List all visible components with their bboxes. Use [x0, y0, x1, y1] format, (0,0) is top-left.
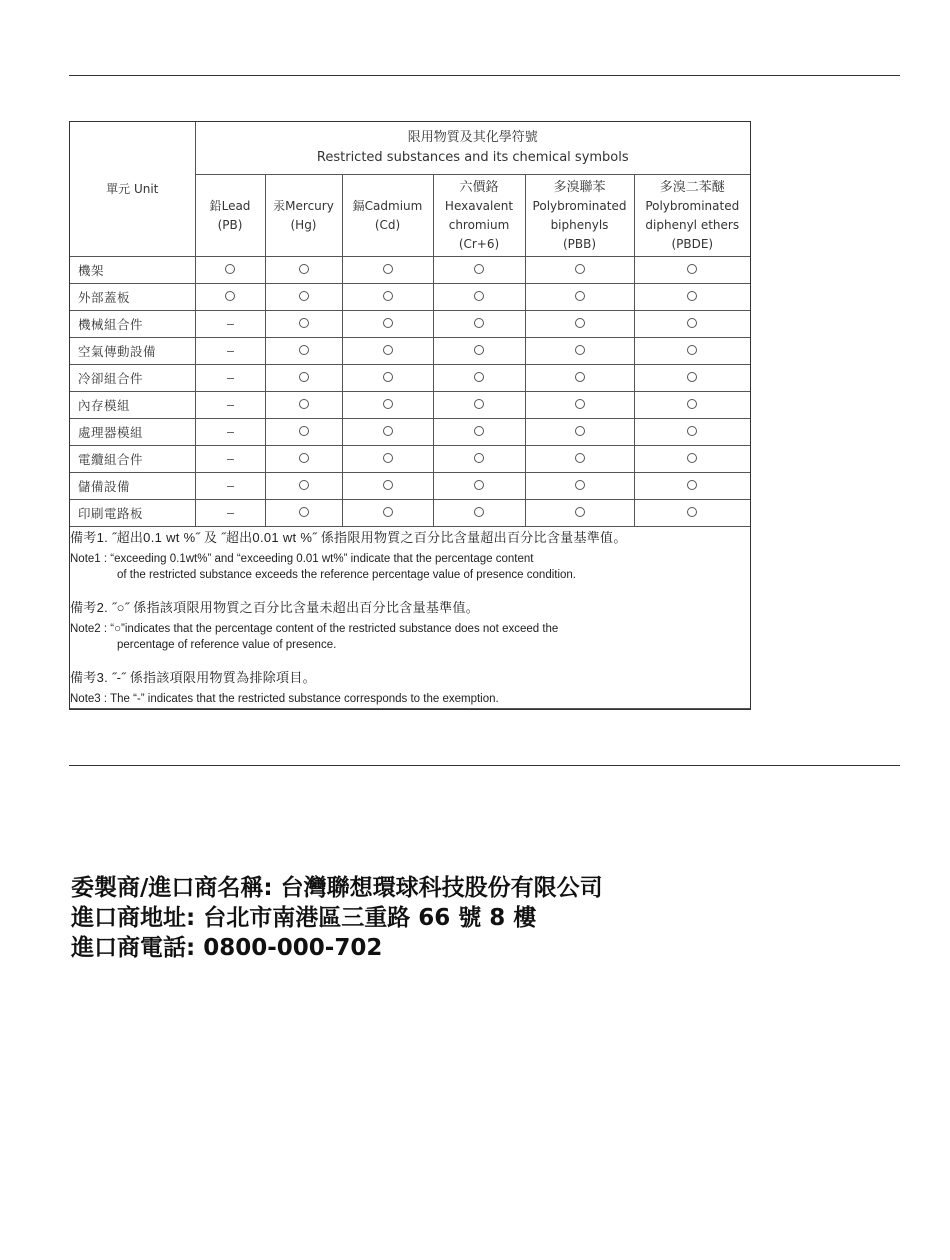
restricted-substances-table	[70, 122, 750, 709]
not-exceeded-circle-icon	[575, 318, 585, 328]
substance-mark-cell	[433, 284, 525, 311]
not-exceeded-circle-icon	[299, 507, 309, 517]
not-exceeded-circle-icon	[299, 399, 309, 409]
not-exceeded-circle-icon	[474, 345, 484, 355]
substance-mark-cell	[342, 473, 433, 500]
table-row	[70, 473, 750, 500]
substance-en: Polybrominated	[532, 198, 627, 213]
substance-mark-cell	[634, 284, 750, 311]
substance-mark-cell	[525, 419, 634, 446]
not-exceeded-circle-icon	[575, 372, 585, 382]
substance-mark-cell	[195, 446, 265, 473]
substance-mark-cell	[634, 311, 750, 338]
substance-mark-cell	[342, 311, 433, 338]
substance-mark-cell	[195, 311, 265, 338]
substance-zh: 六價鉻	[459, 179, 499, 195]
substance-mark-cell	[265, 446, 342, 473]
note-2-en	[70, 622, 750, 653]
not-exceeded-circle-icon	[474, 372, 484, 382]
not-exceeded-circle-icon	[687, 291, 697, 301]
substance-mark-cell	[433, 392, 525, 419]
importer-address: 進口商地址: 台北市南港區三重路 66 號 8 樓	[71, 905, 537, 931]
substance-symbol: (Cd)	[374, 217, 401, 232]
substance-mark-cell	[195, 338, 265, 365]
part-name: 冷卻組合件	[70, 365, 195, 392]
substance-mark-cell	[342, 392, 433, 419]
substance-mark-cell	[433, 311, 525, 338]
not-exceeded-circle-icon	[575, 291, 585, 301]
substance-en: Lead	[221, 198, 251, 213]
substance-mark-cell	[265, 473, 342, 500]
substance-en: biphenyls	[550, 217, 609, 232]
substance-mark-cell	[634, 392, 750, 419]
substance-mark-cell	[195, 392, 265, 419]
not-exceeded-circle-icon	[575, 426, 585, 436]
substance-zh: 多溴二苯醚	[659, 179, 725, 195]
group-header	[195, 122, 750, 175]
note-1-en-line-2: of the restricted substance exceeds the reference percentage value of presence condition.	[117, 568, 577, 581]
substance-zh: 鎘	[352, 198, 365, 213]
substance-symbol: (Cr+6)	[458, 236, 500, 251]
importer-phone: 進口商電話: 0800-000-702	[71, 935, 383, 961]
not-exceeded-circle-icon	[383, 426, 393, 436]
substance-mark-cell	[525, 473, 634, 500]
table-row	[70, 365, 750, 392]
note-2-zh: 備考2. ˝○˝ 係指該項限用物質之百分比含量未超出百分比含量基準值。	[70, 600, 480, 615]
table-row	[70, 419, 750, 446]
substance-mark-cell	[265, 311, 342, 338]
note-1-zh: 備考1. ˝超出0.1 wt %˝ 及 ˝超出0.01 wt %˝ 係指限用物質之百分比含量超出百分比含量基準值。	[70, 530, 627, 545]
substance-header-mercury	[265, 175, 342, 257]
substance-mark-cell	[433, 419, 525, 446]
exemption-dash-icon	[227, 486, 234, 487]
substance-en: Cadmium	[364, 198, 423, 213]
not-exceeded-circle-icon	[225, 264, 235, 274]
not-exceeded-circle-icon	[474, 264, 484, 274]
substance-symbol: (PBB)	[562, 236, 597, 251]
not-exceeded-circle-icon	[687, 426, 697, 436]
group-header-zh: 限用物質及其化學符號	[407, 130, 538, 145]
not-exceeded-circle-icon	[575, 507, 585, 517]
notes-cell	[70, 527, 750, 709]
substance-mark-cell	[265, 338, 342, 365]
note-1-en	[70, 552, 750, 583]
substance-mark-cell	[195, 284, 265, 311]
not-exceeded-circle-icon	[474, 399, 484, 409]
substance-mark-cell	[634, 338, 750, 365]
substance-zh: 汞	[273, 198, 286, 213]
substance-en: Mercury	[285, 198, 334, 213]
not-exceeded-circle-icon	[687, 372, 697, 382]
not-exceeded-circle-icon	[687, 264, 697, 274]
table-body	[70, 257, 750, 527]
substance-zh: 多溴聯苯	[553, 179, 606, 195]
not-exceeded-circle-icon	[225, 291, 235, 301]
not-exceeded-circle-icon	[474, 426, 484, 436]
substance-mark-cell	[525, 446, 634, 473]
part-name: 外部蓋板	[70, 284, 195, 311]
not-exceeded-circle-icon	[687, 507, 697, 517]
substance-mark-cell	[265, 500, 342, 527]
part-name: 機械組合件	[70, 311, 195, 338]
substance-mark-cell	[634, 473, 750, 500]
not-exceeded-circle-icon	[474, 318, 484, 328]
note-2	[70, 597, 750, 653]
substance-mark-cell	[525, 338, 634, 365]
not-exceeded-circle-icon	[383, 507, 393, 517]
note-3	[70, 667, 750, 708]
table-row	[70, 446, 750, 473]
table-row	[70, 257, 750, 284]
substance-mark-cell	[195, 365, 265, 392]
substance-mark-cell	[342, 257, 433, 284]
not-exceeded-circle-icon	[575, 264, 585, 274]
part-name: 機架	[70, 257, 195, 284]
substance-mark-cell	[525, 257, 634, 284]
note-3-en: Note3 : The “-” indicates that the restricted substance corresponds to the exemption.	[70, 693, 499, 705]
substance-mark-cell	[634, 446, 750, 473]
not-exceeded-circle-icon	[575, 480, 585, 490]
substance-symbol: (PB)	[217, 217, 243, 232]
not-exceeded-circle-icon	[299, 318, 309, 328]
note-2-en-line-1: Note2 : “○”indicates that the percentage content of the restricted substance does not exceed the	[70, 623, 559, 635]
table-row	[70, 338, 750, 365]
substance-header-hexavalent-chromium	[433, 175, 525, 257]
not-exceeded-circle-icon	[383, 372, 393, 382]
note-2-en-line-2: percentage of reference value of presence.	[117, 638, 337, 651]
not-exceeded-circle-icon	[383, 453, 393, 463]
substance-mark-cell	[195, 257, 265, 284]
exemption-dash-icon	[227, 513, 234, 514]
substance-mark-cell	[265, 392, 342, 419]
not-exceeded-circle-icon	[299, 264, 309, 274]
not-exceeded-circle-icon	[575, 399, 585, 409]
not-exceeded-circle-icon	[575, 453, 585, 463]
substance-mark-cell	[342, 338, 433, 365]
not-exceeded-circle-icon	[687, 399, 697, 409]
substance-mark-cell	[342, 419, 433, 446]
not-exceeded-circle-icon	[687, 480, 697, 490]
importer-info	[71, 873, 603, 963]
substance-en: Hexavalent	[444, 198, 514, 213]
exemption-dash-icon	[227, 459, 234, 460]
top-divider	[69, 75, 900, 76]
substance-mark-cell	[342, 284, 433, 311]
substance-mark-cell	[525, 392, 634, 419]
substance-mark-cell	[525, 311, 634, 338]
not-exceeded-circle-icon	[383, 480, 393, 490]
part-name: 內存模組	[70, 392, 195, 419]
table-row	[70, 500, 750, 527]
not-exceeded-circle-icon	[383, 291, 393, 301]
exemption-dash-icon	[227, 432, 234, 433]
not-exceeded-circle-icon	[474, 291, 484, 301]
not-exceeded-circle-icon	[383, 264, 393, 274]
substance-header-cadmium	[342, 175, 433, 257]
substance-mark-cell	[265, 284, 342, 311]
rohs-declaration	[69, 121, 751, 710]
substance-mark-cell	[342, 446, 433, 473]
substance-zh: 鉛	[209, 198, 222, 213]
substance-en: chromium	[448, 217, 510, 232]
substance-header-pbde	[634, 175, 750, 257]
table-row	[70, 392, 750, 419]
unit-header: 單元 Unit	[70, 122, 195, 257]
substance-mark-cell	[195, 419, 265, 446]
substance-header-pbb	[525, 175, 634, 257]
not-exceeded-circle-icon	[383, 345, 393, 355]
not-exceeded-circle-icon	[299, 480, 309, 490]
not-exceeded-circle-icon	[299, 291, 309, 301]
table-row	[70, 311, 750, 338]
substance-mark-cell	[265, 419, 342, 446]
not-exceeded-circle-icon	[474, 480, 484, 490]
substance-mark-cell	[433, 446, 525, 473]
substance-mark-cell	[433, 257, 525, 284]
substance-mark-cell	[634, 419, 750, 446]
substance-mark-cell	[195, 473, 265, 500]
substance-mark-cell	[634, 365, 750, 392]
substance-symbol: (PBDE)	[671, 236, 714, 251]
note-1	[70, 527, 750, 583]
not-exceeded-circle-icon	[474, 453, 484, 463]
substance-mark-cell	[433, 500, 525, 527]
exemption-dash-icon	[227, 351, 234, 352]
substance-mark-cell	[265, 365, 342, 392]
substance-mark-cell	[342, 365, 433, 392]
part-name: 電纜組合件	[70, 446, 195, 473]
substance-en: diphenyl ethers	[645, 217, 740, 232]
substance-en: Polybrominated	[645, 198, 740, 213]
substance-mark-cell	[433, 365, 525, 392]
part-name: 處理器模組	[70, 419, 195, 446]
not-exceeded-circle-icon	[383, 318, 393, 328]
substance-mark-cell	[433, 473, 525, 500]
not-exceeded-circle-icon	[383, 399, 393, 409]
not-exceeded-circle-icon	[687, 318, 697, 328]
part-name: 空氣傳動設備	[70, 338, 195, 365]
substance-mark-cell	[525, 284, 634, 311]
importer-name: 委製商/進口商名稱: 台灣聯想環球科技股份有限公司	[71, 875, 603, 901]
part-name: 儲備設備	[70, 473, 195, 500]
substance-mark-cell	[265, 257, 342, 284]
substance-mark-cell	[634, 257, 750, 284]
substance-mark-cell	[525, 365, 634, 392]
substance-header-lead	[195, 175, 265, 257]
table-row	[70, 284, 750, 311]
bottom-divider	[69, 765, 900, 766]
exemption-dash-icon	[227, 378, 234, 379]
not-exceeded-circle-icon	[687, 345, 697, 355]
not-exceeded-circle-icon	[299, 372, 309, 382]
not-exceeded-circle-icon	[299, 453, 309, 463]
not-exceeded-circle-icon	[299, 345, 309, 355]
exemption-dash-icon	[227, 405, 234, 406]
group-header-en: Restricted substances and its chemical symbols	[316, 150, 629, 165]
not-exceeded-circle-icon	[575, 345, 585, 355]
note-1-en-line-1: Note1 : “exceeding 0.1wt%” and “exceeding 0.01 wt%” indicate that the percentage content	[70, 553, 534, 565]
exemption-dash-icon	[227, 324, 234, 325]
substance-mark-cell	[433, 338, 525, 365]
substance-mark-cell	[634, 500, 750, 527]
substance-symbol: (Hg)	[290, 217, 317, 232]
note-3-zh: 備考3. ˝-˝ 係指該項限用物質為排除項目。	[70, 670, 316, 685]
not-exceeded-circle-icon	[299, 426, 309, 436]
substance-mark-cell	[195, 500, 265, 527]
substance-mark-cell	[525, 500, 634, 527]
not-exceeded-circle-icon	[474, 507, 484, 517]
part-name: 印刷電路板	[70, 500, 195, 527]
substance-mark-cell	[342, 500, 433, 527]
not-exceeded-circle-icon	[687, 453, 697, 463]
